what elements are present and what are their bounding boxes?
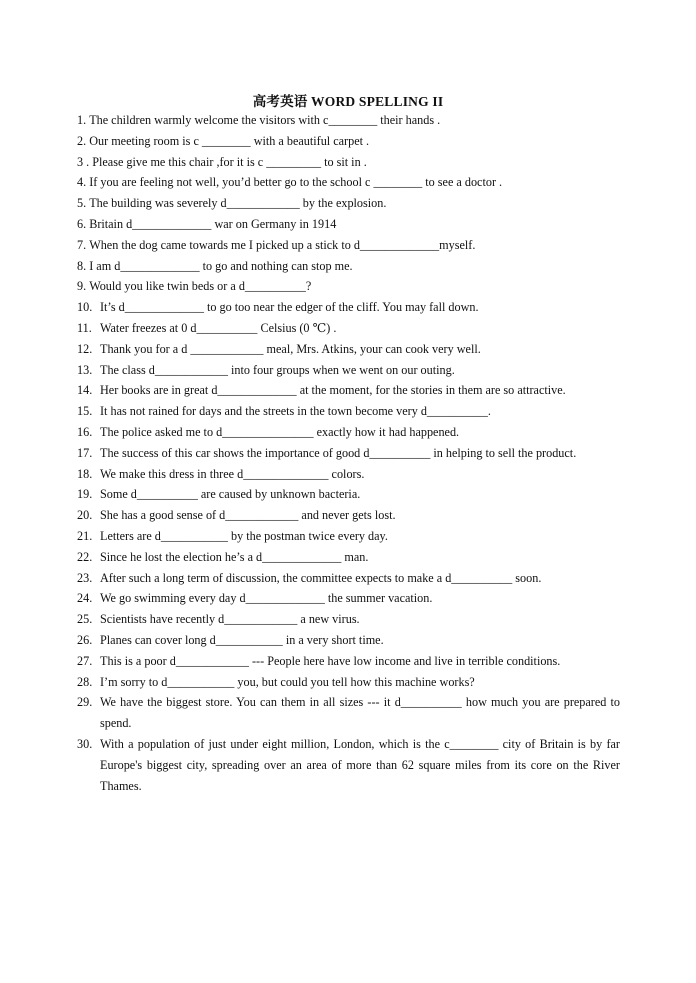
worksheet-title: 高考英语 WORD SPELLING II — [252, 94, 444, 109]
question-text: Letters are d___________ by the postman twice every day. — [100, 528, 388, 543]
question-item — [77, 651, 620, 672]
question-number: 2. — [77, 133, 90, 148]
question-text: The children warmly welcome the visitors with c________ their hands . — [89, 113, 441, 127]
question-number: 14. — [77, 383, 93, 398]
question-item — [77, 672, 620, 693]
question-text: We go swimming every day d_____________ the summer vacation. — [100, 591, 433, 606]
question-number: 26. — [77, 632, 93, 647]
question-number: 24. — [77, 591, 93, 606]
question-number: 10. — [77, 300, 93, 315]
question-item — [77, 484, 620, 505]
question-number: 5. — [77, 196, 90, 211]
question-number: 25. — [77, 612, 93, 627]
question-number: 28. — [77, 674, 93, 689]
question-item — [77, 630, 620, 651]
question-number: 17. — [77, 445, 93, 460]
question-text: After such a long term of discussion, the committee expects to make a d__________ soon. — [100, 570, 542, 585]
question-text: It’s d_____________ to go too near the edger of the cliff. You may fall down. — [100, 300, 479, 315]
question-item — [77, 256, 620, 277]
question-item — [77, 131, 620, 152]
question-list — [77, 110, 620, 796]
question-text: Scientists have recently d____________ a new virus. — [100, 612, 360, 627]
question-number: 16. — [77, 424, 93, 439]
question-text: The success of this car shows the importance of good d__________ in helping to sell the product. — [100, 445, 577, 460]
question-number: 13. — [77, 362, 93, 377]
question-number: 6. — [77, 216, 90, 231]
question-text: Her books are in great d_____________ at the moment, for the stories in them are so attractive. — [100, 383, 566, 398]
question-text: The police asked me to d_______________ exactly how it had happened. — [100, 424, 460, 439]
question-text: We make this dress in three d______________ colors. — [100, 466, 365, 481]
question-text: Please give me this chair ,for it is c _________ to sit in . — [92, 154, 367, 169]
question-text: If you are feeling not well, you’d better go to the school c ________ to see a doctor . — [89, 175, 503, 190]
question-item — [77, 235, 620, 256]
question-number: 30. — [77, 736, 93, 751]
question-number: 4. — [77, 175, 90, 190]
question-text: We have the biggest store. You can them in all sizes --- it d__________ how much you are prepared to spend. — [100, 695, 620, 731]
question-number: 7. — [77, 237, 90, 252]
question-item — [77, 339, 620, 360]
question-item — [77, 588, 620, 609]
question-item — [77, 734, 620, 796]
question-number: 20. — [77, 508, 93, 523]
question-item — [77, 401, 620, 422]
question-text: Thank you for a d ____________ meal, Mrs. Atkins, your can cook very well. — [100, 341, 481, 356]
question-number: 11. — [77, 320, 92, 335]
question-number: 1. — [77, 113, 90, 127]
question-text: Water freezes at 0 d__________ Celsius (0 ℃) . — [100, 320, 337, 335]
question-text: She has a good sense of d____________ and never gets lost. — [100, 508, 396, 523]
question-item — [77, 318, 620, 339]
question-text: The building was severely d____________ by the explosion. — [89, 196, 387, 211]
question-number: 29. — [77, 695, 93, 710]
question-item — [77, 547, 620, 568]
question-number: 23. — [77, 570, 93, 585]
question-number: 18. — [77, 466, 93, 481]
question-text: The class d____________ into four groups when we went on our outing. — [100, 362, 455, 377]
question-text: Since he lost the election he’s a d_____________ man. — [100, 549, 369, 564]
question-text: It has not rained for days and the streets in the town become very d__________. — [100, 404, 491, 419]
question-item — [77, 443, 620, 464]
question-item — [77, 110, 620, 131]
question-number: 8. — [77, 258, 90, 273]
question-number: 3 . — [77, 154, 93, 169]
question-item — [77, 214, 620, 235]
question-item — [77, 422, 620, 443]
question-item — [77, 360, 620, 381]
question-item — [77, 526, 620, 547]
question-item — [77, 505, 620, 526]
question-item — [77, 609, 620, 630]
question-item — [77, 692, 620, 734]
question-text: Would you like twin beds or a d__________? — [89, 279, 312, 294]
question-text: I am d_____________ to go and nothing can stop me. — [89, 258, 353, 273]
question-number: 12. — [77, 341, 93, 356]
question-text: Some d__________ are caused by unknown bacteria. — [100, 487, 361, 502]
question-number: 27. — [77, 653, 93, 668]
question-item — [77, 297, 620, 318]
question-text: I’m sorry to d___________ you, but could you tell how this machine works? — [100, 674, 475, 689]
question-number: 15. — [77, 404, 93, 419]
question-item — [77, 172, 620, 193]
question-number: 9. — [77, 279, 90, 294]
question-item — [77, 464, 620, 485]
question-text: Our meeting room is c ________ with a beautiful carpet . — [89, 133, 370, 148]
question-text: With a population of just under eight million, London, which is the c________ city of Britain is by far Europe's biggest city, spreading over an area of more than 62 square miles from its core on the River Thames. — [100, 736, 620, 793]
question-item — [77, 276, 620, 297]
question-text: When the dog came towards me I picked up a stick to d_____________myself. — [89, 237, 476, 252]
question-number: 19. — [77, 487, 93, 502]
question-text: This is a poor d____________ --- People here have low income and live in terrible conditions. — [100, 653, 561, 668]
question-text: Britain d_____________ war on Germany in 1914 — [89, 216, 337, 231]
question-number: 21. — [77, 528, 93, 543]
question-item — [77, 152, 620, 173]
question-text: Planes can cover long d___________ in a very short time. — [100, 632, 384, 647]
question-item — [77, 568, 620, 589]
question-item — [77, 193, 620, 214]
question-item — [77, 380, 620, 401]
question-number: 22. — [77, 549, 93, 564]
